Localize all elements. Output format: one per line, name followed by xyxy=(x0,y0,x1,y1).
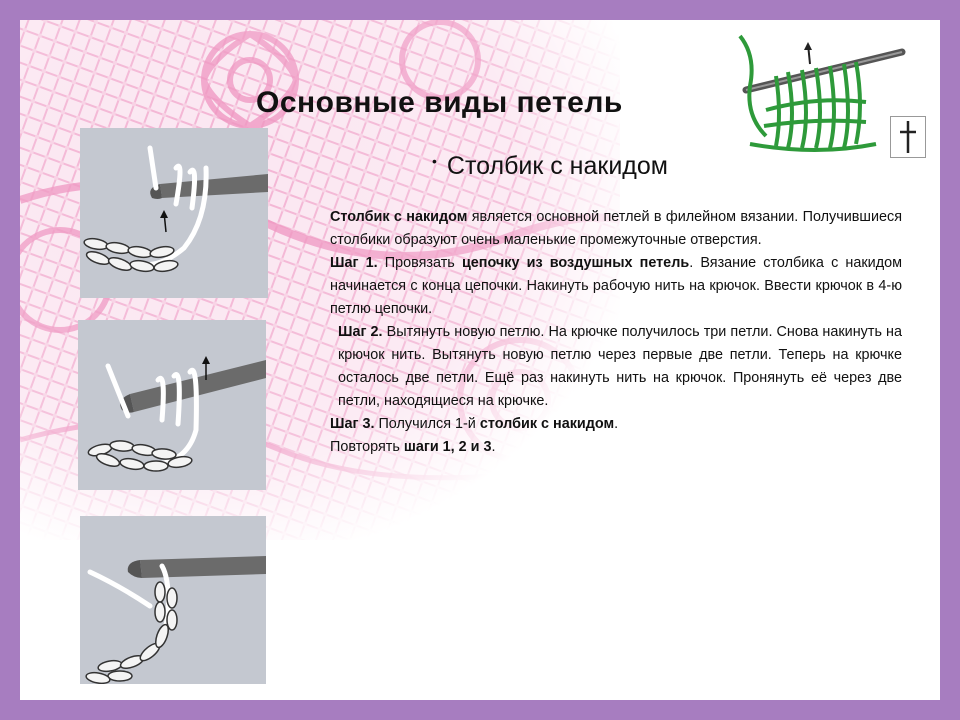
step-2-paragraph xyxy=(330,321,902,413)
repeat-paragraph xyxy=(330,436,902,459)
step-2-label: Шаг 2. xyxy=(338,324,383,340)
hook-green-yarn-icon xyxy=(726,26,906,156)
repeat-text-b: . xyxy=(491,439,496,455)
slide xyxy=(20,20,940,700)
hook-illustration xyxy=(80,128,268,298)
term-bold: Столбик с накидом xyxy=(330,209,468,225)
step-1-label: Шаг 1. xyxy=(330,255,378,271)
step-1-paragraph xyxy=(330,252,902,321)
hook-illustration xyxy=(78,320,266,490)
step-3-image xyxy=(80,516,266,684)
step-3-text-b: . xyxy=(614,416,619,432)
step-3-label: Шаг 3. xyxy=(330,416,375,432)
instructions-text xyxy=(330,206,902,459)
subtitle-text: Столбик с накидом xyxy=(446,152,668,180)
double-crochet-symbol-icon xyxy=(890,116,926,158)
dc-term-bold: столбик с накидом xyxy=(479,416,615,432)
intro-paragraph xyxy=(330,206,902,252)
chain-term-bold: цепочку из воздушных петель xyxy=(461,255,690,271)
step-3-text-a: Получился 1-й xyxy=(374,416,480,432)
subtitle xyxy=(432,152,668,181)
repeat-steps-bold: шаги 1, 2 и 3 xyxy=(403,439,492,455)
step-1-text-a: Провязать xyxy=(377,255,462,271)
intro-text: является основной петлей в филейном вязании. Получившиеся столбики образуют очень маленькие промежуточные отверстия. xyxy=(330,209,902,248)
bullet-icon: • xyxy=(432,153,437,169)
hook-illustration xyxy=(80,516,266,684)
step-1-image xyxy=(80,128,268,298)
repeat-text-a: Повторять xyxy=(330,439,404,455)
step-1-text-b: . Вязание столбика с накидом начинается с конца цепочки. Накинуть рабочую нить на крючок. Ввести крючок в 4-ю петлю цепочки. xyxy=(330,255,902,317)
step-2-image xyxy=(78,320,266,490)
step-3-paragraph xyxy=(330,413,902,436)
page-title: Основные виды петель xyxy=(256,86,623,119)
step-2-text: Вытянуть новую петлю. На крючке получилось три петли. Снова накинуть на крючок нить. Вытянуть новую петлю через первые две петли. Теперь на крючке осталось две петли. Ещё раз накинуть нить на крючок. Пронянуть её через две петли, находящиеся на крючке. xyxy=(338,324,902,409)
